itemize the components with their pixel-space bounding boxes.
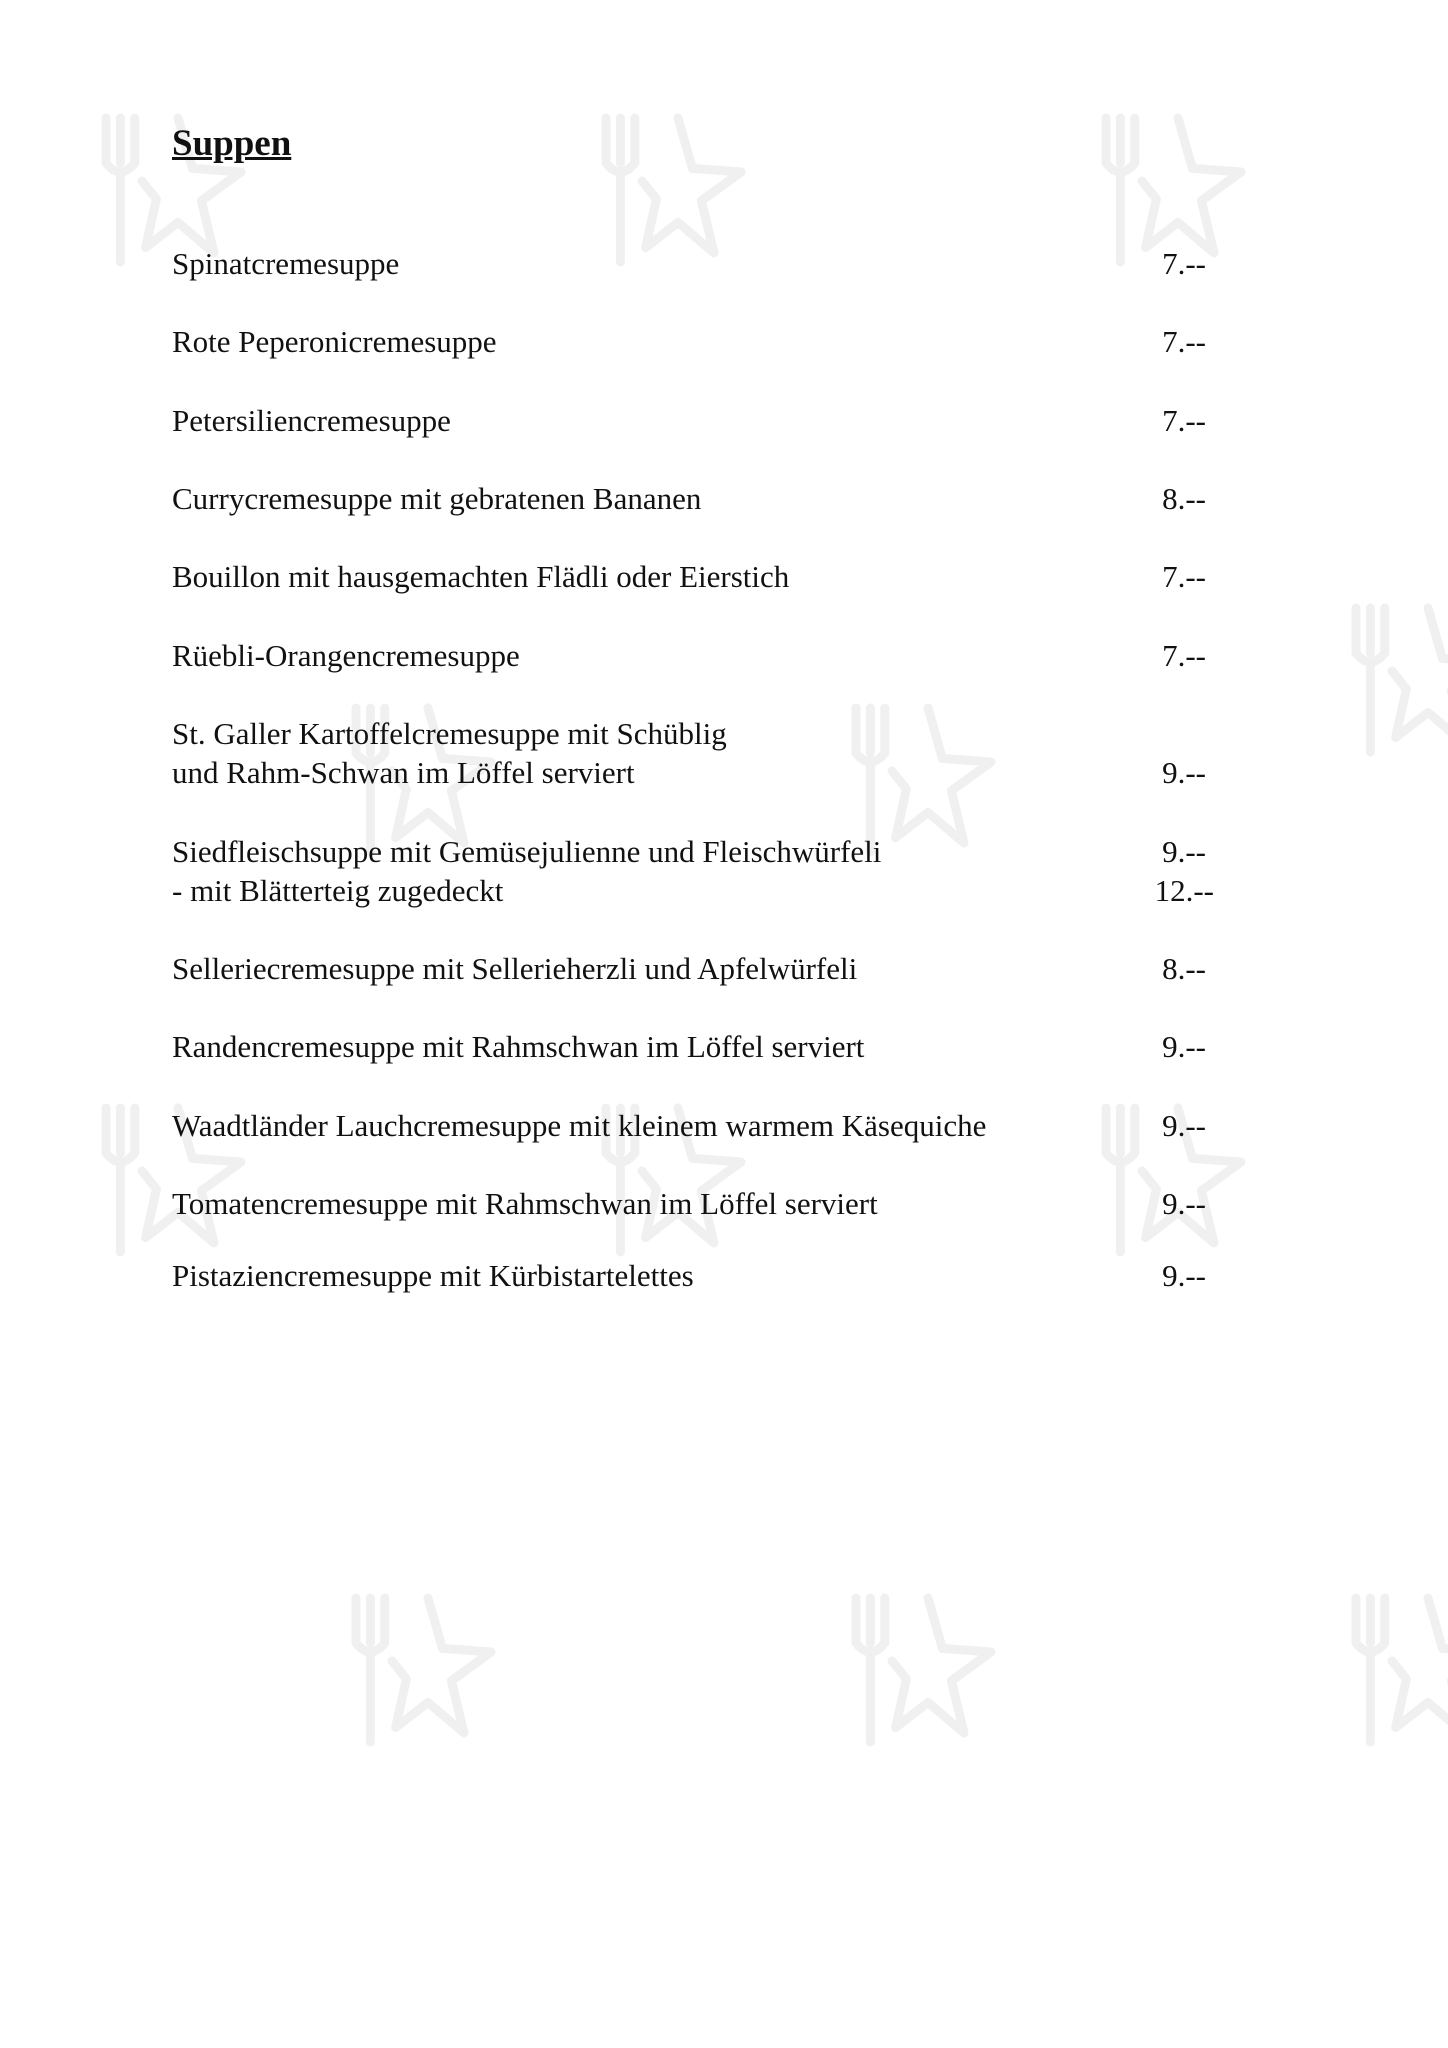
menu-item-price: 9.--: [1162, 834, 1206, 869]
watermark-logo-icon: [320, 1580, 500, 1760]
watermark-logo-icon: [820, 1580, 1000, 1760]
menu-item-name: Randencremesuppe mit Rahmschwan im Löffel serviert: [172, 1029, 865, 1064]
menu-item-price: 7.--: [1162, 246, 1206, 281]
menu-item-name: Tomatencremesuppe mit Rahmschwan im Löffel serviert: [172, 1186, 878, 1221]
watermark-logo-icon: [1070, 1090, 1250, 1270]
menu-item-name: Spinatcremesuppe: [172, 246, 400, 281]
menu-item-name: - mit Blätterteig zugedeckt: [172, 873, 504, 908]
watermark-logo-icon: [1320, 590, 1448, 770]
menu-item-price: 12.--: [1154, 873, 1214, 908]
menu-item-price: 8.--: [1162, 951, 1206, 986]
menu-item-name: Waadtländer Lauchcremesuppe mit kleinem warmem Käsequiche: [172, 1108, 987, 1143]
menu-item-name: Pistaziencremesuppe mit Kürbistartelettes: [172, 1258, 694, 1293]
menu-item-name: Currycremesuppe mit gebratenen Bananen: [172, 481, 702, 516]
menu-item-price: 9.--: [1162, 1186, 1206, 1221]
watermark-logo-icon: [570, 100, 750, 280]
menu-item-price: 9.--: [1162, 1108, 1206, 1143]
menu-item-name: und Rahm-Schwan im Löffel serviert: [172, 755, 635, 790]
menu-item-price: 9.--: [1162, 1029, 1206, 1064]
menu-item-price: 7.--: [1162, 324, 1206, 359]
menu-item-name: Siedfleischsuppe mit Gemüsejulienne und Fleischwürfeli: [172, 834, 882, 869]
menu-item-price: 7.--: [1162, 559, 1206, 594]
menu-item-name: Rüebli-Orangencremesuppe: [172, 638, 520, 673]
page-title: Suppen: [172, 123, 292, 164]
menu-item-name: Bouillon mit hausgemachten Flädli oder Eierstich: [172, 559, 790, 594]
menu-item-price: 7.--: [1162, 403, 1206, 438]
menu-item-price: 7.--: [1162, 638, 1206, 673]
menu-item-price: 8.--: [1162, 481, 1206, 516]
menu-item-name: St. Galler Kartoffelcremesuppe mit Schüblig: [172, 716, 727, 751]
watermark-logo-icon: [1070, 100, 1250, 280]
menu-item-name: Rote Peperonicremesuppe: [172, 324, 497, 359]
menu-item-price: 9.--: [1162, 755, 1206, 790]
menu-item-name: Petersiliencremesuppe: [172, 403, 451, 438]
watermark-logo-icon: [1320, 1580, 1448, 1760]
menu-item-price: 9.--: [1162, 1258, 1206, 1293]
menu-item-name: Selleriecremesuppe mit Sellerieherzli und Apfelwürfeli: [172, 951, 858, 986]
